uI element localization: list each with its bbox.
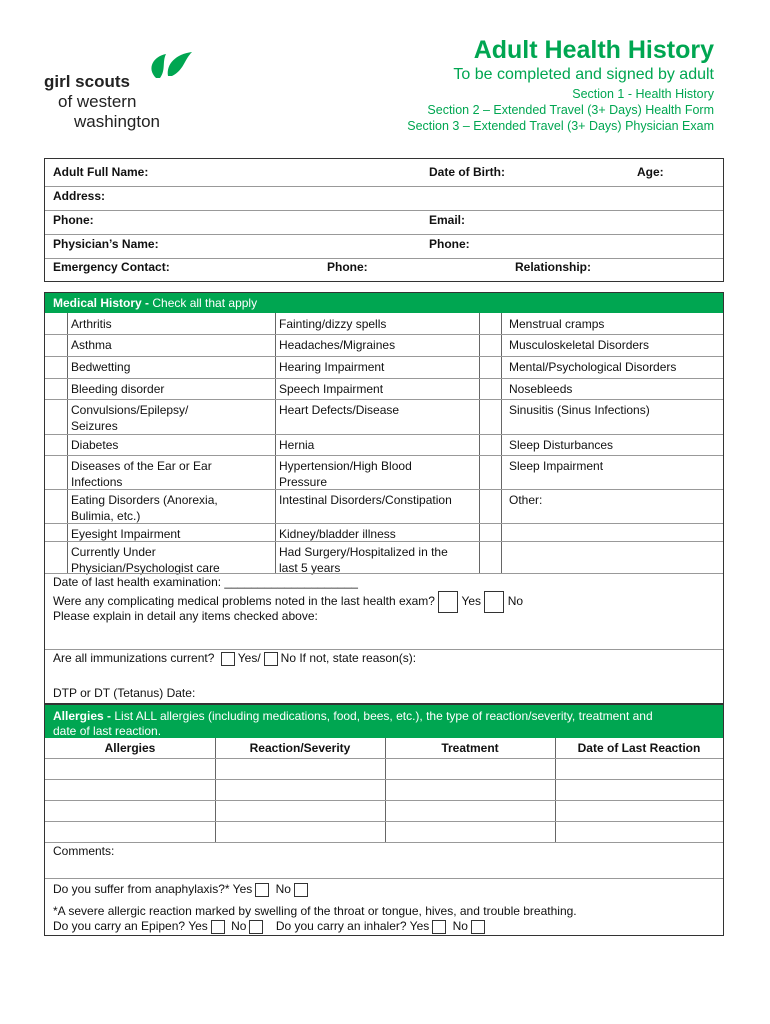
condition-label: Asthma xyxy=(71,338,112,352)
inhaler-no-checkbox[interactable] xyxy=(471,920,485,934)
logo-line-2: of western xyxy=(58,92,137,111)
allergy-table-cell[interactable] xyxy=(47,780,213,799)
condition-label: Heart Defects/Disease xyxy=(279,403,400,417)
condition-label: Menstrual cramps xyxy=(509,317,605,331)
comments-label: Comments: xyxy=(53,844,115,858)
condition-label: Speech Impairment xyxy=(279,382,384,396)
allergy-table-cell[interactable] xyxy=(217,759,383,778)
condition-checkbox[interactable] xyxy=(479,356,501,378)
medical-history-heading: Medical History - xyxy=(53,296,153,310)
inhaler-yes-label: Yes xyxy=(409,919,430,933)
condition-label: Convulsions/Epilepsy/ Seizures xyxy=(71,403,189,433)
allergy-table-cell[interactable] xyxy=(217,801,383,820)
anaphylaxis-row xyxy=(53,882,311,897)
logo-line-1: girl scouts xyxy=(44,72,130,91)
allergy-column-header: Allergies xyxy=(104,741,156,755)
condition-checkbox[interactable] xyxy=(479,378,501,399)
form-title: Adult Health History xyxy=(473,36,714,64)
epipen-question: Do you carry an Epipen? xyxy=(53,919,186,933)
condition-label: Eyesight Impairment xyxy=(71,527,181,541)
complications-no-checkbox[interactable] xyxy=(484,591,504,613)
girl-scouts-logo xyxy=(44,50,204,134)
condition-label: Eating Disorders (Anorexia, Bulimia, etc.) xyxy=(71,493,218,523)
complications-no-label: No xyxy=(507,594,524,609)
allergy-column-header: Reaction/Severity xyxy=(249,741,351,755)
immunizations-yes-checkbox[interactable] xyxy=(221,652,235,666)
dtp-label: DTP or DT (Tetanus) Date: xyxy=(53,686,196,700)
complications-yes-label: Yes xyxy=(461,594,482,609)
allergy-table-cell[interactable] xyxy=(387,759,553,778)
condition-label: Currently Under Physician/Psychologist care xyxy=(71,545,220,575)
emergency-phone-label: Phone: xyxy=(327,260,368,274)
explain-label: Please explain in detail any items checked above: xyxy=(53,609,318,623)
allergy-table-cell[interactable] xyxy=(387,801,553,820)
allergy-table-cell[interactable] xyxy=(47,759,213,778)
allergy-table-cell[interactable] xyxy=(47,822,213,841)
condition-checkbox[interactable] xyxy=(479,489,501,523)
inhaler-question: Do you carry an inhaler? xyxy=(275,919,407,933)
condition-label: Had Surgery/Hospitalized in the last 5 years xyxy=(279,545,448,575)
condition-label: Bleeding disorder xyxy=(71,382,165,396)
condition-checkbox[interactable] xyxy=(45,541,67,573)
form-subtitle: To be completed and signed by adult xyxy=(453,66,714,83)
allergy-table-cell[interactable] xyxy=(557,822,721,841)
condition-label: Sleep Impairment xyxy=(509,459,604,473)
allergy-column-header: Date of Last Reaction xyxy=(577,741,701,755)
condition-checkbox[interactable] xyxy=(45,455,67,489)
section-1-label: Section 1 - Health History xyxy=(572,87,714,101)
condition-checkbox[interactable] xyxy=(45,313,67,334)
complications-question: Were any complicating medical problems noted in the last health exam? xyxy=(53,594,435,609)
condition-label: Arthritis xyxy=(71,317,112,331)
condition-label: Diabetes xyxy=(71,438,119,452)
anaphylaxis-no-label: No xyxy=(275,882,291,896)
condition-label: Fainting/dizzy spells xyxy=(279,317,387,331)
condition-checkbox[interactable] xyxy=(45,489,67,523)
condition-label: Kidney/bladder illness xyxy=(279,527,396,541)
condition-label: Sleep Disturbances xyxy=(509,438,614,452)
anaphylaxis-yes-checkbox[interactable] xyxy=(255,883,269,897)
epipen-no-checkbox[interactable] xyxy=(249,920,263,934)
allergies-note: List ALL allergies (including medications, food, bees, etc.), the type of reaction/severity, treatment and xyxy=(114,709,653,723)
immunizations-row xyxy=(53,651,416,666)
condition-checkbox[interactable] xyxy=(45,523,67,541)
emergency-contact-label: Emergency Contact: xyxy=(53,260,170,274)
last-exam-text: Date of last health examination: ____________________ xyxy=(53,575,358,589)
medical-history-note: Check all that apply xyxy=(152,296,258,310)
condition-checkbox[interactable] xyxy=(479,334,501,356)
allergy-table-cell[interactable] xyxy=(47,801,213,820)
full-name-label: Adult Full Name: xyxy=(53,165,149,179)
immunizations-no-checkbox[interactable] xyxy=(264,652,278,666)
condition-checkbox[interactable] xyxy=(479,455,501,489)
condition-label: Bedwetting xyxy=(71,360,131,374)
anaphylaxis-footnote: *A severe allergic reaction marked by swelling of the throat or tongue, hives, and trouble breathing. xyxy=(53,904,577,918)
immunizations-question: Are all immunizations current? xyxy=(53,651,215,665)
complications-yes-checkbox[interactable] xyxy=(438,591,458,613)
condition-checkbox[interactable] xyxy=(45,334,67,356)
condition-checkbox[interactable] xyxy=(45,399,67,434)
allergies-header xyxy=(45,705,723,738)
immunizations-yes-label: Yes/ xyxy=(237,651,261,665)
condition-checkbox[interactable] xyxy=(45,434,67,455)
allergy-table-cell[interactable] xyxy=(387,780,553,799)
physician-phone-label: Phone: xyxy=(429,237,470,251)
condition-label: Musculoskeletal Disorders xyxy=(509,338,650,352)
dob-label: Date of Birth: xyxy=(429,165,505,179)
immunizations-no-label: No If not, state reason(s): xyxy=(280,651,417,665)
anaphylaxis-yes-label: Yes xyxy=(232,882,253,896)
address-label: Address: xyxy=(53,189,106,203)
allergy-table-cell[interactable] xyxy=(557,801,721,820)
condition-checkbox[interactable] xyxy=(479,434,501,455)
condition-checkbox[interactable] xyxy=(479,399,501,434)
logo-line-3: washington xyxy=(74,112,161,131)
condition-label: Mental/Psychological Disorders xyxy=(509,360,677,374)
epipen-yes-label: Yes xyxy=(188,919,208,933)
condition-label: Hernia xyxy=(279,438,315,452)
condition-label: Headaches/Migraines xyxy=(279,338,396,352)
condition-label: Nosebleeds xyxy=(509,382,573,396)
medical-history-header xyxy=(45,293,723,313)
condition-checkbox[interactable] xyxy=(45,378,67,399)
condition-checkbox[interactable] xyxy=(45,356,67,378)
email-label: Email: xyxy=(429,213,466,227)
age-label: Age: xyxy=(637,165,664,179)
condition-checkbox[interactable] xyxy=(479,523,501,541)
allergies-table xyxy=(45,738,723,842)
condition-checkbox[interactable] xyxy=(479,541,501,573)
medical-conditions-grid xyxy=(45,313,723,573)
condition-label: Diseases of the Ear or Ear Infections xyxy=(71,459,212,489)
condition-label: Hypertension/High Blood Pressure xyxy=(279,459,412,489)
condition-label: Other: xyxy=(509,493,543,507)
allergy-table-cell[interactable] xyxy=(557,759,721,778)
physician-label: Physician’s Name: xyxy=(53,237,159,251)
epipen-no-label: No xyxy=(231,919,247,933)
allergies-heading: Allergies - xyxy=(53,709,115,723)
allergies-note-2: date of last reaction. xyxy=(53,724,162,738)
condition-label: Sinusitis (Sinus Infections) xyxy=(509,403,650,417)
condition-label: Intestinal Disorders/Constipation xyxy=(279,493,452,507)
anaphylaxis-no-checkbox[interactable] xyxy=(294,883,308,897)
allergy-table-cell[interactable] xyxy=(217,822,383,841)
allergy-table-cell[interactable] xyxy=(217,780,383,799)
inhaler-no-label: No xyxy=(452,919,468,933)
allergy-table-cell[interactable] xyxy=(387,822,553,841)
condition-label: Hearing Impairment xyxy=(279,360,385,374)
epipen-inhaler-row xyxy=(53,919,488,934)
inhaler-yes-checkbox[interactable] xyxy=(432,920,446,934)
section-2-label: Section 2 – Extended Travel (3+ Days) Health Form xyxy=(427,103,714,117)
medical-history-section xyxy=(44,292,724,704)
relationship-label: Relationship: xyxy=(515,260,592,274)
allergy-table-cell[interactable] xyxy=(557,780,721,799)
allergy-column-header: Treatment xyxy=(441,741,499,755)
allergies-section xyxy=(44,704,724,936)
section-3-label: Section 3 – Extended Travel (3+ Days) Physician Exam xyxy=(407,119,714,133)
phone-label: Phone: xyxy=(53,213,94,227)
personal-info-section xyxy=(44,158,724,282)
epipen-yes-checkbox[interactable] xyxy=(211,920,225,934)
condition-checkbox[interactable] xyxy=(479,313,501,334)
anaphylaxis-question: Do you suffer from anaphylaxis?* xyxy=(53,882,230,896)
